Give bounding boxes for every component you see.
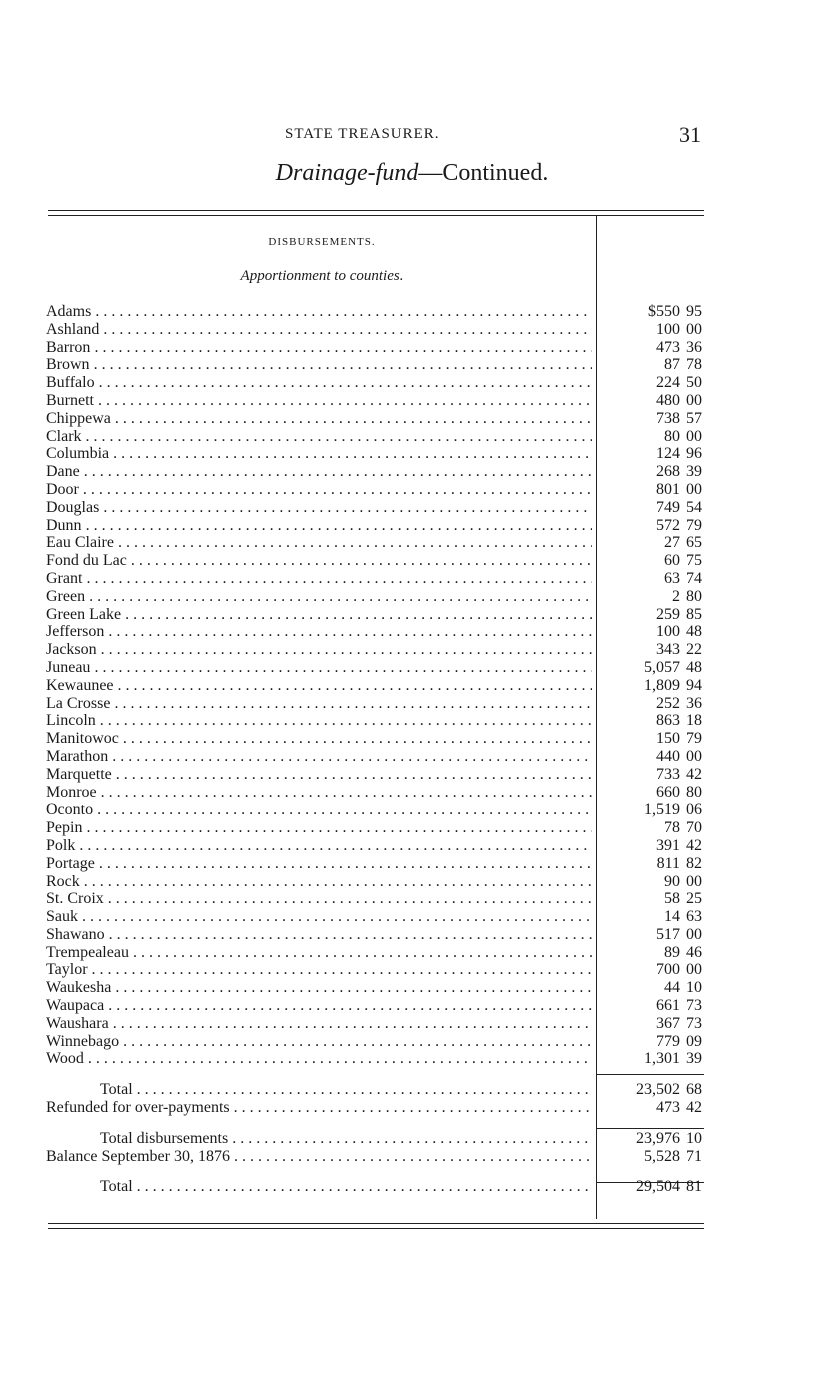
- county-dollars: 738: [656, 409, 680, 427]
- county-cents: 42: [686, 836, 702, 854]
- county-cents: 70: [686, 819, 702, 837]
- table-row: [0, 534, 824, 552]
- county-dollars: 733: [656, 765, 680, 783]
- county-dollars: 100: [656, 623, 680, 641]
- table-row: [0, 606, 824, 624]
- county-cents: 00: [686, 320, 702, 338]
- county-dollars: 343: [656, 641, 680, 659]
- county-name: Eau Claire . . .: [46, 534, 592, 552]
- county-dollars: 78: [664, 819, 680, 837]
- disbursement-table: [0, 303, 824, 1196]
- table-row: [0, 873, 824, 891]
- county-dollars: 100: [656, 320, 680, 338]
- county-name: Oconto . . .: [46, 801, 592, 819]
- table-row: [0, 374, 824, 392]
- county-dollars: 779: [656, 1032, 680, 1050]
- county-name: Burnett . . .: [46, 392, 592, 410]
- county-name: Buffalo . . .: [46, 374, 592, 392]
- table-row: [0, 481, 824, 499]
- summary-cents: 81: [686, 1178, 702, 1196]
- table-row: [0, 997, 824, 1015]
- county-cents: 46: [686, 943, 702, 961]
- summary-dollars: 473: [656, 1099, 680, 1117]
- county-cents: 80: [686, 587, 702, 605]
- county-cents: 65: [686, 534, 702, 552]
- county-cents: 25: [686, 890, 702, 908]
- county-name: Jefferson . . .: [46, 623, 592, 641]
- table-row: [0, 801, 824, 819]
- county-name: Marathon . . .: [46, 748, 592, 766]
- county-dollars: 63: [664, 569, 680, 587]
- summary-label: Balance September 30, 1876 . . .: [46, 1148, 592, 1166]
- county-cents: 63: [686, 908, 702, 926]
- county-cents: 73: [686, 1014, 702, 1032]
- county-dollars: 572: [656, 516, 680, 534]
- summary-label: Refunded for over-payments . . .: [46, 1099, 592, 1117]
- table-row: [0, 392, 824, 410]
- county-cents: 00: [686, 925, 702, 943]
- table-row: [0, 588, 824, 606]
- page-number: 31: [679, 122, 701, 147]
- county-dollars: 801: [656, 480, 680, 498]
- county-cents: 36: [686, 694, 702, 712]
- county-dollars: 1,301: [644, 1050, 680, 1068]
- county-name: Lincoln . . .: [46, 712, 592, 730]
- summary-row-refunded: [0, 1099, 824, 1117]
- county-cents: 79: [686, 730, 702, 748]
- sum-rule: [596, 1182, 704, 1183]
- county-cents: 00: [686, 427, 702, 445]
- county-name: Waushara . . .: [46, 1015, 592, 1033]
- section-heading: DISBURSEMENTS.: [268, 236, 376, 248]
- county-cents: 00: [686, 747, 702, 765]
- county-dollars: 14: [664, 908, 680, 926]
- bottom-double-rule: [48, 1223, 704, 1229]
- county-cents: 74: [686, 569, 702, 587]
- county-dollars: 268: [656, 463, 680, 481]
- county-dollars: 80: [664, 427, 680, 445]
- table-row: [0, 463, 824, 481]
- county-name: St. Croix . . .: [46, 890, 592, 908]
- table-row: [0, 1033, 824, 1051]
- county-name: Door . . .: [46, 481, 592, 499]
- county-cents: 80: [686, 783, 702, 801]
- county-dollars: 58: [664, 890, 680, 908]
- table-row: [0, 428, 824, 446]
- table-row: [0, 961, 824, 979]
- table-row: [0, 819, 824, 837]
- county-name: Adams . . .: [46, 303, 592, 321]
- summary-row-balance: [0, 1148, 824, 1166]
- county-cents: 36: [686, 338, 702, 356]
- table-row: [0, 695, 824, 713]
- county-name: Manitowoc . . .: [46, 730, 592, 748]
- county-dollars: 124: [656, 445, 680, 463]
- county-name: Portage . . .: [46, 855, 592, 873]
- table-row: [0, 979, 824, 997]
- county-cents: 50: [686, 374, 702, 392]
- county-name: Wood . . .: [46, 1050, 592, 1068]
- summary-row-total-disbursements: [0, 1130, 824, 1148]
- summary-cents: 71: [686, 1147, 702, 1165]
- table-row: [0, 766, 824, 784]
- county-dollars: 480: [656, 391, 680, 409]
- county-name: Kewaunee . . .: [46, 677, 592, 695]
- county-cents: 00: [686, 961, 702, 979]
- summary-cents: 10: [686, 1129, 702, 1147]
- county-dollars: 224: [656, 374, 680, 392]
- county-dollars: 5,057: [644, 658, 680, 676]
- table-row: [0, 712, 824, 730]
- summary-dollars: 29,504: [636, 1178, 680, 1196]
- summary-label: Total . . .: [100, 1081, 592, 1099]
- county-list: [0, 303, 824, 1068]
- county-cents: 82: [686, 854, 702, 872]
- county-cents: 48: [686, 623, 702, 641]
- county-cents: 54: [686, 498, 702, 516]
- county-name: Green . . .: [46, 588, 592, 606]
- county-dollars: 87: [664, 356, 680, 374]
- county-name: Polk . . .: [46, 837, 592, 855]
- county-cents: 22: [686, 641, 702, 659]
- county-dollars: $550: [648, 303, 680, 320]
- table-row: [0, 837, 824, 855]
- table-row: [0, 890, 824, 908]
- running-title: STATE TREASURER.: [285, 126, 440, 142]
- county-name: Dane . . .: [46, 463, 592, 481]
- county-dollars: 517: [656, 925, 680, 943]
- table-row: [0, 445, 824, 463]
- county-name: Sauk . . .: [46, 908, 592, 926]
- table-row: [0, 356, 824, 374]
- county-cents: 39: [686, 463, 702, 481]
- county-dollars: 1,809: [644, 676, 680, 694]
- county-dollars: 27: [664, 534, 680, 552]
- county-cents: 96: [686, 445, 702, 463]
- summary-cents: 42: [686, 1099, 702, 1117]
- county-name: Grant . . .: [46, 570, 592, 588]
- county-cents: 39: [686, 1050, 702, 1068]
- county-dollars: 700: [656, 961, 680, 979]
- summary-label: Total disbursements . . .: [100, 1130, 592, 1148]
- county-dollars: 660: [656, 783, 680, 801]
- county-dollars: 90: [664, 872, 680, 890]
- county-dollars: 60: [664, 552, 680, 570]
- county-name: Waukesha . . .: [46, 979, 592, 997]
- county-name: Juneau . . .: [46, 659, 592, 677]
- table-row: [0, 926, 824, 944]
- county-dollars: 473: [656, 338, 680, 356]
- county-cents: 09: [686, 1032, 702, 1050]
- county-dollars: 44: [664, 979, 680, 997]
- county-cents: 57: [686, 409, 702, 427]
- county-cents: 18: [686, 712, 702, 730]
- summary-dollars: 23,502: [636, 1081, 680, 1099]
- table-row: [0, 1015, 824, 1033]
- county-name: Rock . . .: [46, 873, 592, 891]
- table-row: [0, 499, 824, 517]
- table-row: [0, 623, 824, 641]
- summary-dollars: 23,976: [636, 1129, 680, 1147]
- county-cents: 79: [686, 516, 702, 534]
- county-name: Chippewa . . .: [46, 410, 592, 428]
- county-dollars: 2: [672, 587, 680, 605]
- county-cents: 95: [686, 303, 702, 320]
- county-name: Columbia . . .: [46, 445, 592, 463]
- table-row: [0, 855, 824, 873]
- county-dollars: 252: [656, 694, 680, 712]
- county-cents: 73: [686, 997, 702, 1015]
- county-name: Jackson . . .: [46, 641, 592, 659]
- county-name: Douglas . . .: [46, 499, 592, 517]
- county-dollars: 863: [656, 712, 680, 730]
- table-row: [0, 659, 824, 677]
- county-cents: 00: [686, 872, 702, 890]
- table-row: [0, 552, 824, 570]
- county-cents: 85: [686, 605, 702, 623]
- table-row: [0, 677, 824, 695]
- county-name: Waupaca . . .: [46, 997, 592, 1015]
- table-row: [0, 517, 824, 535]
- table-row: [0, 303, 824, 321]
- county-dollars: 259: [656, 605, 680, 623]
- county-cents: 94: [686, 676, 702, 694]
- table-row: [0, 410, 824, 428]
- running-head: [0, 124, 824, 148]
- county-cents: 10: [686, 979, 702, 997]
- top-double-rule: [48, 210, 704, 216]
- county-name: Green Lake . . .: [46, 606, 592, 624]
- county-cents: 00: [686, 391, 702, 409]
- county-dollars: 367: [656, 1014, 680, 1032]
- county-name: Clark . . .: [46, 428, 592, 446]
- table-row: [0, 944, 824, 962]
- county-dollars: 749: [656, 498, 680, 516]
- county-dollars: 811: [656, 854, 680, 872]
- table-row: [0, 748, 824, 766]
- county-dollars: 1,519: [644, 801, 680, 819]
- county-name: Marquette . . .: [46, 766, 592, 784]
- county-name: Taylor . . .: [46, 961, 592, 979]
- county-name: Shawano . . .: [46, 926, 592, 944]
- table-row: [0, 1050, 824, 1068]
- county-dollars: 440: [656, 747, 680, 765]
- county-name: Winnebago . . .: [46, 1033, 592, 1051]
- table-row: [0, 784, 824, 802]
- county-cents: 75: [686, 552, 702, 570]
- county-name: Pepin . . .: [46, 819, 592, 837]
- county-cents: 00: [686, 480, 702, 498]
- section-subheading: Apportionment to counties.: [240, 268, 404, 284]
- table-title-rest: —Continued.: [418, 160, 549, 186]
- table-row: [0, 730, 824, 748]
- table-row: [0, 641, 824, 659]
- county-name: Fond du Lac . . .: [46, 552, 592, 570]
- table-title: [0, 160, 824, 187]
- table-row: [0, 570, 824, 588]
- table-title-italic: Drainage-fund: [275, 160, 419, 186]
- summary-cents: 68: [686, 1081, 702, 1099]
- county-name: Monroe . . .: [46, 784, 592, 802]
- sum-rule: [596, 1128, 704, 1129]
- county-name: Brown . . .: [46, 356, 592, 374]
- county-dollars: 391: [656, 836, 680, 854]
- county-dollars: 661: [656, 997, 680, 1015]
- table-row: [0, 321, 824, 339]
- table-row: [0, 908, 824, 926]
- summary-label: Total . . .: [100, 1178, 592, 1196]
- county-cents: 78: [686, 356, 702, 374]
- county-name: Trempealeau . . .: [46, 944, 592, 962]
- county-name: Dunn . . .: [46, 517, 592, 535]
- county-name: Ashland . . .: [46, 321, 592, 339]
- county-cents: 42: [686, 765, 702, 783]
- summary-dollars: 5,528: [644, 1147, 680, 1165]
- county-dollars: 150: [656, 730, 680, 748]
- county-cents: 06: [686, 801, 702, 819]
- county-dollars: 89: [664, 943, 680, 961]
- sum-rule: [596, 1074, 704, 1075]
- summary-row-total: [0, 1081, 824, 1099]
- table-row: [0, 339, 824, 357]
- county-name: La Crosse . . .: [46, 695, 592, 713]
- county-name: Barron . . .: [46, 339, 592, 357]
- county-cents: 48: [686, 658, 702, 676]
